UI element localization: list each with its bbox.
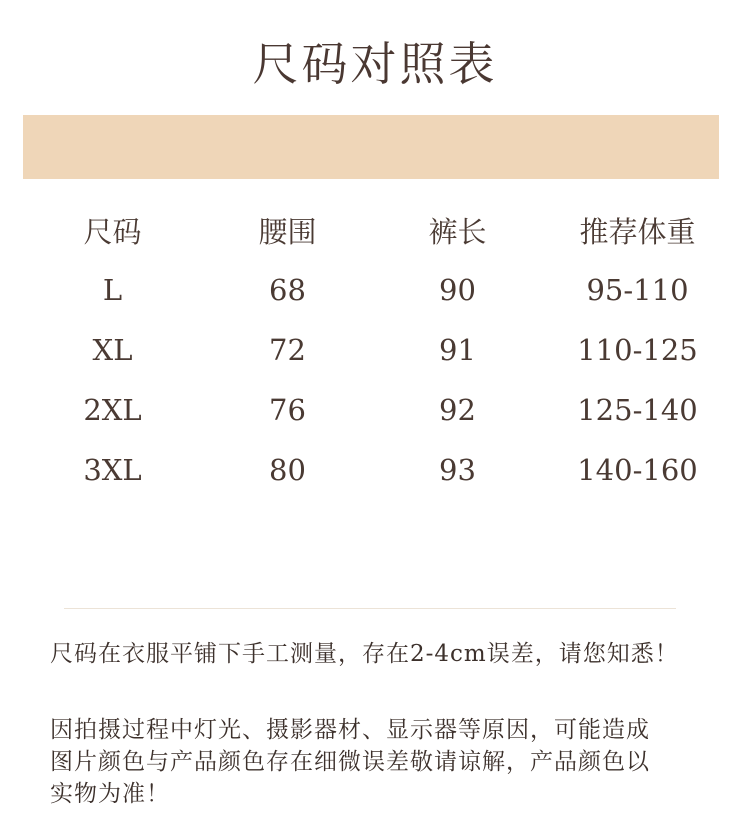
size-table (0, 200, 750, 500)
header-weight: 推荐体重 (579, 214, 696, 249)
header-band (23, 115, 719, 179)
table-row (0, 260, 750, 320)
cell-length: 91 (439, 333, 476, 367)
cell-size: 3XL (83, 453, 142, 487)
disclaimer-line: 图片颜色与产品颜色存在细微误差敬请谅解，产品颜色以 (50, 749, 650, 775)
page-title: 尺码对照表 (252, 37, 498, 91)
cell-waist: 80 (269, 453, 306, 487)
header-waist: 腰围 (258, 214, 317, 249)
header-length: 裤长 (428, 214, 487, 249)
cell-size: XL (92, 333, 133, 367)
cell-weight: 95-110 (586, 273, 689, 307)
table-row (0, 380, 750, 440)
cell-size: L (102, 273, 123, 307)
cell-length: 90 (439, 273, 476, 307)
divider (64, 608, 676, 609)
cell-waist: 76 (269, 393, 306, 427)
disclaimer-line: 实物为准！ (50, 781, 170, 807)
color-disclaimer (50, 714, 730, 810)
cell-weight: 125-140 (577, 393, 698, 427)
header-size: 尺码 (83, 214, 142, 249)
measurement-note: 尺码在衣服平铺下手工测量，存在2-4cm误差，请您知悉！ (50, 641, 679, 667)
disclaimer-line: 因拍摄过程中灯光、摄影器材、显示器等原因，可能造成 (50, 717, 650, 743)
cell-length: 92 (439, 393, 476, 427)
cell-waist: 72 (269, 333, 306, 367)
cell-weight: 110-125 (577, 333, 698, 367)
table-header-row (0, 200, 750, 260)
cell-weight: 140-160 (577, 453, 698, 487)
table-row (0, 320, 750, 380)
cell-length: 93 (439, 453, 476, 487)
cell-size: 2XL (83, 393, 142, 427)
table-row (0, 440, 750, 500)
cell-waist: 68 (269, 273, 306, 307)
